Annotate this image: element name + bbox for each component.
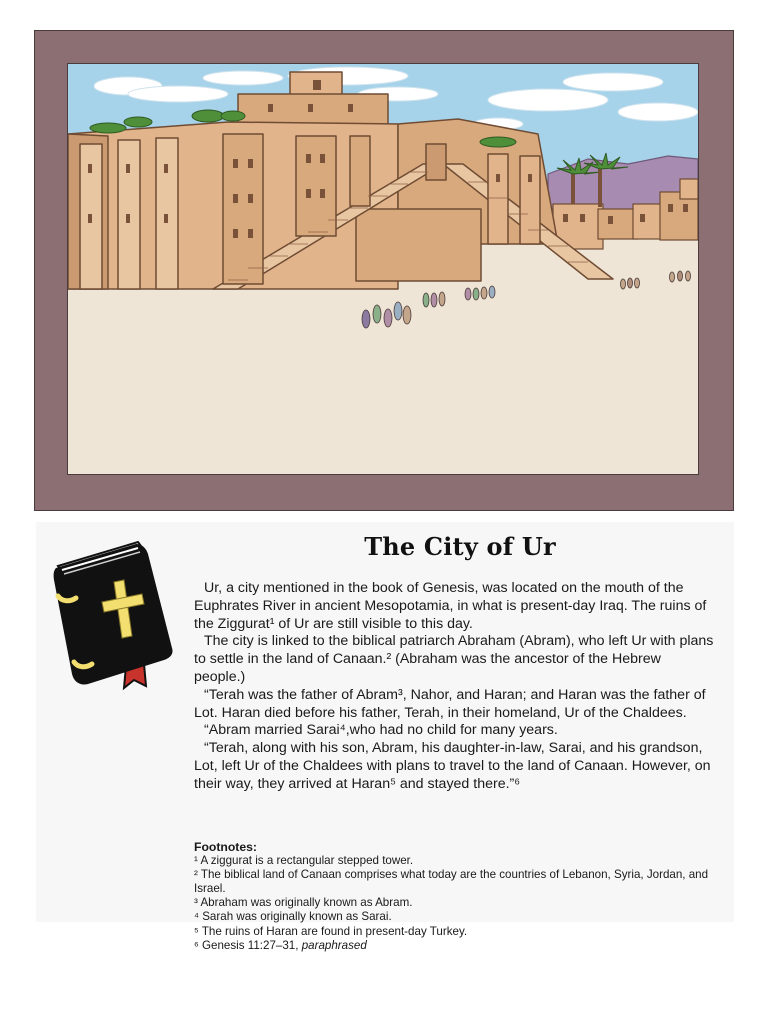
paragraph: Ur, a city mentioned in the book of Genesis, was located on the mouth of the Euphrates River in ancient Mesopotamia, in what is present-day Iraq. The ruins of the Ziggurat¹ of Ur are still visible to this day.: [194, 580, 707, 632]
footnote: ² The biblical land of Canaan comprises what today are the countries of Lebanon, Syria, Jordan, and Israel.: [194, 868, 709, 896]
paragraph: “Abram married Sarai⁴,who had no child for many years.: [204, 722, 558, 739]
page-title: The City of Ur: [364, 532, 556, 561]
footnote: [194, 939, 714, 953]
footnotes-heading: Footnotes:: [194, 840, 257, 854]
paragraph: “Terah, along with his son, Abram, his daughter-in-law, Sarai, and his grandson, Lot, left Ur of the Chaldees with plans to travel to the land of Canaan. However, on their way, they arrived at Haran⁵ and stayed there.”⁶: [194, 740, 711, 792]
footnote: ³ Abraham was originally known as Abram.: [194, 896, 413, 910]
footnotes: [194, 840, 714, 953]
footnote: ¹ A ziggurat is a rectangular stepped tower.: [194, 854, 414, 868]
body-text: [194, 580, 714, 794]
footnote: ⁴ Sarah was originally known as Sarai.: [194, 910, 392, 924]
paragraph: The city is linked to the biblical patriarch Abraham (Abram), who left Ur with plans to settle in the land of Canaan.² (Abraham was the ancestor of the Hebrew people.): [194, 633, 714, 685]
ziggurat-of-ur-illustration: [67, 63, 699, 475]
footnote-text: ⁶ Genesis 11:27–31,: [194, 938, 302, 952]
footnote-italic: paraphrased: [301, 938, 367, 952]
footnote: ⁵ The ruins of Haran are found in present-day Turkey.: [194, 924, 468, 938]
bible-book-icon: [52, 536, 176, 692]
illustration-frame: [34, 30, 734, 511]
paragraph: “Terah was the father of Abram³, Nahor, and Haran; and Haran was the father of Lot. Haran died before his father, Terah, in their homeland, Ur of the Chaldees.: [194, 686, 706, 721]
